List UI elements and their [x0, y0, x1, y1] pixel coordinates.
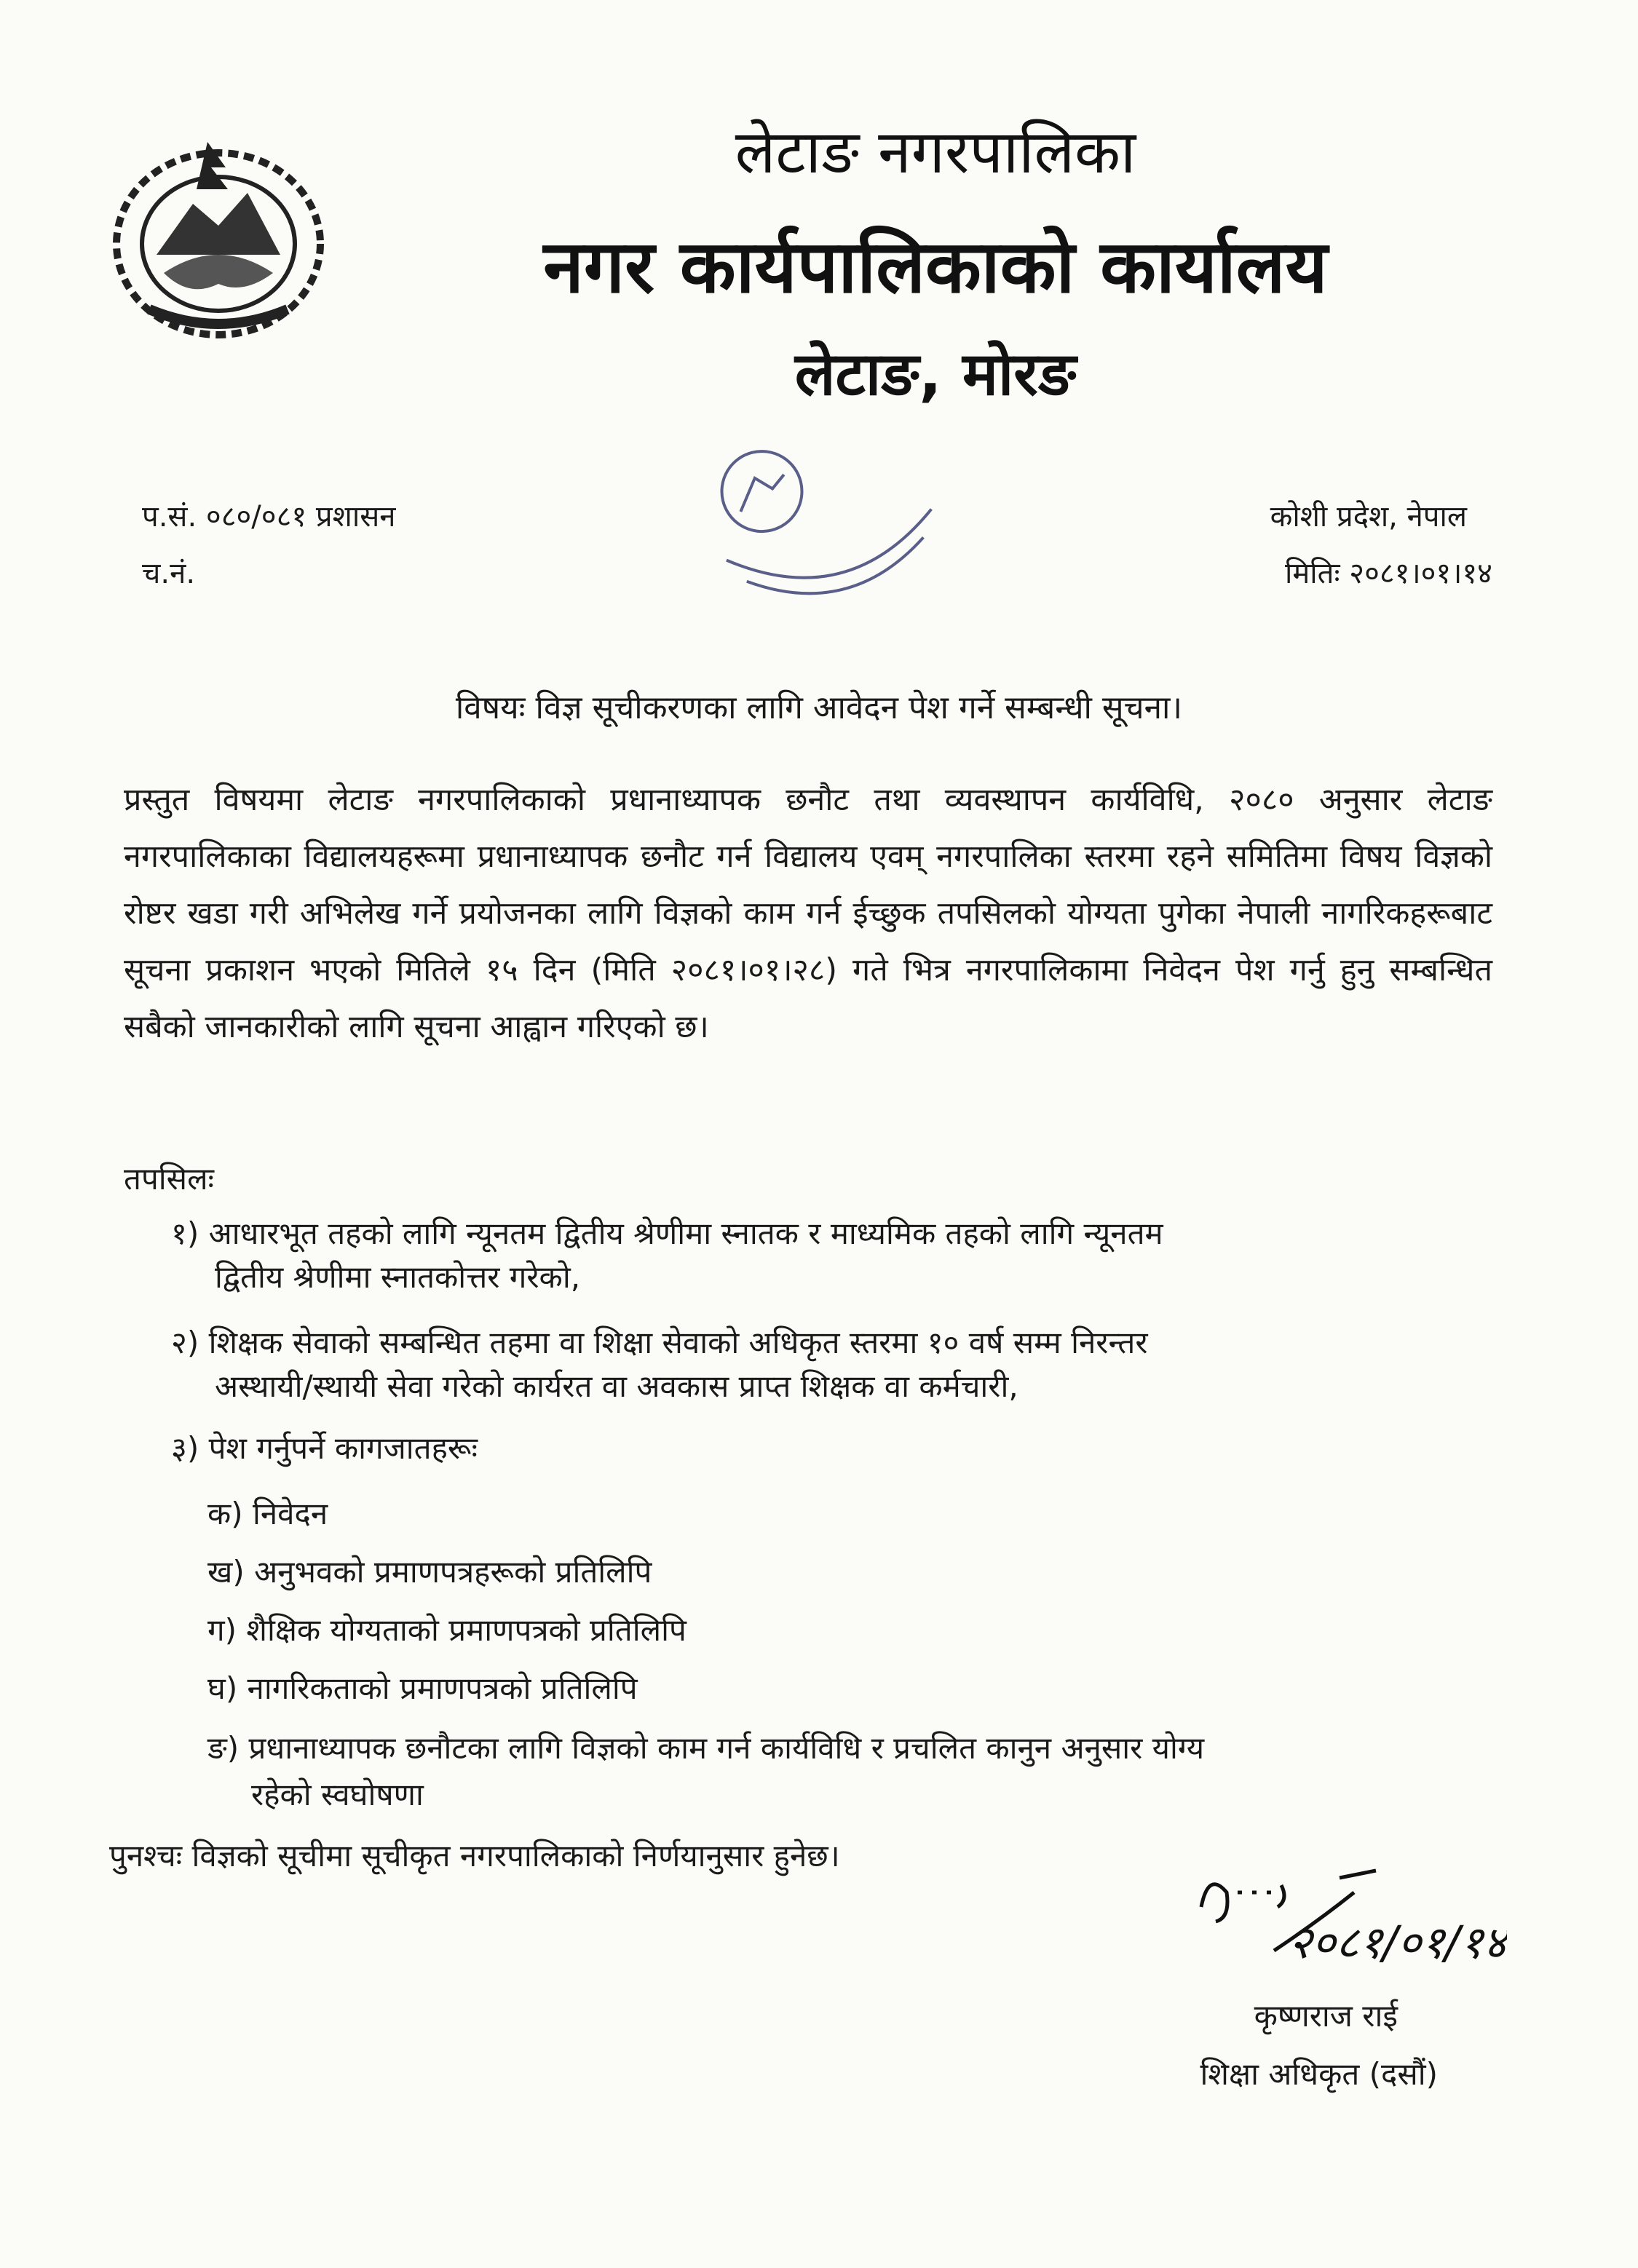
- criteria-item-1-line1: १) आधारभूत तहको लागि न्यूनतम द्वितीय श्रेणीमा स्नातक र माध्यमिक तहको लागि न्यूनतम: [171, 1216, 1163, 1251]
- office-location: लेटाङ, मोरङ: [794, 340, 1077, 409]
- criteria-item-2-line2: अस्थायी/स्थायी सेवा गरेको कार्यरत वा अवकास प्राप्त शिक्षक वा कर्मचारी,: [215, 1368, 1018, 1404]
- postscript: पुनश्चः विज्ञको सूचीमा सूचीकृत नगरपालिकाको निर्णयानुसार हुनेछ।: [109, 1838, 840, 1874]
- notice-date: मितिः २०८१।०१।१४: [1285, 557, 1492, 590]
- province-label: कोशी प्रदेश, नेपाल: [1270, 500, 1467, 534]
- criteria-item-1-line2: द्वितीय श्रेणीमा स्नातकोत्तर गरेको,: [215, 1259, 581, 1295]
- signature-date: २०८१/०१/१४: [1289, 1916, 1507, 1969]
- criteria-item-2: [171, 1321, 1481, 1408]
- signatory-name: कृष्णराज राई: [1254, 1998, 1398, 2034]
- criteria-item-3: ३) पेश गर्नुपर्ने कागजातहरूः: [171, 1430, 478, 1466]
- criteria-item-1: [171, 1212, 1481, 1299]
- office-name: नगर कार्यपालिकाको कार्यालय: [543, 224, 1328, 309]
- reference-number: प.सं. ०८०/०८१ प्रशासन: [142, 500, 396, 534]
- handwritten-signature-icon: [1187, 1849, 1507, 1980]
- details-heading: तपसिलः: [124, 1161, 215, 1197]
- document-item-5-line1: ङ) प्रधानाध्यापक छनौटका लागि विज्ञको काम गर्न कार्यविधि र प्रचलित कानुन अनुसार योग्य: [207, 1730, 1205, 1766]
- municipality-name: लेटाङ नगरपालिका: [735, 118, 1136, 187]
- document-item: ग) शैक्षिक योग्यताको प्रमाणपत्रको प्रतिलिपि: [207, 1612, 687, 1648]
- notice-subject: विषयः विज्ञ सूचीकरणका लागि आवेदन पेश गर्ने सम्बन्धी सूचना।: [455, 689, 1183, 726]
- dispatch-number: च.नं.: [142, 557, 196, 590]
- office-stamp-icon: [706, 426, 946, 622]
- criteria-item-2-line1: २) शिक्षक सेवाको सम्बन्धित तहमा वा शिक्षा सेवाको अधिकृत स्तरमा १० वर्ष सम्म निरन्तर: [171, 1325, 1148, 1360]
- document-item: ख) अनुभवको प्रमाणपत्रहरूको प्रतिलिपि: [207, 1554, 652, 1590]
- document-item: क) निवेदन: [207, 1496, 328, 1531]
- document-item-5-line2: रहेको स्वघोषणा: [251, 1777, 424, 1812]
- document-item: [207, 1725, 1489, 1818]
- signatory-title: शिक्षा अधिकृत (दसौं): [1200, 2056, 1438, 2092]
- notice-body: प्रस्तुत विषयमा लेटाङ नगरपालिकाको प्रधानाध्यापक छनौट तथा व्यवस्थापन कार्यविधि, २०८० अनुसार लेटाङ नगरपालिकाका विद्यालयहरूमा प्रधानाध्यापक छनौट गर्न विद्यालय एवम् नगरपालिका स्तरमा रहने समितिमा विषय विज्ञको रोष्टर खडा गरी अभिलेख गर्ने प्रयोजनका लागि विज्ञको काम गर्न ईच्छुक तपसिलको योग्यता पुगेका नेपाली नागरिकहरूबाट सूचना प्रकाशन भएको मितिले १५ दिन (मिति २०८१।०१।२८) गते भित्र नगरपालिकामा निवेदन पेश गर्नु हुनु सम्बन्धित सबैको जानकारीको लागि सूचना आह्वान गरिएको छ।: [124, 782, 1492, 1045]
- document-item: घ) नागरिकताको प्रमाणपत्रको प्रतिलिपि: [207, 1670, 638, 1706]
